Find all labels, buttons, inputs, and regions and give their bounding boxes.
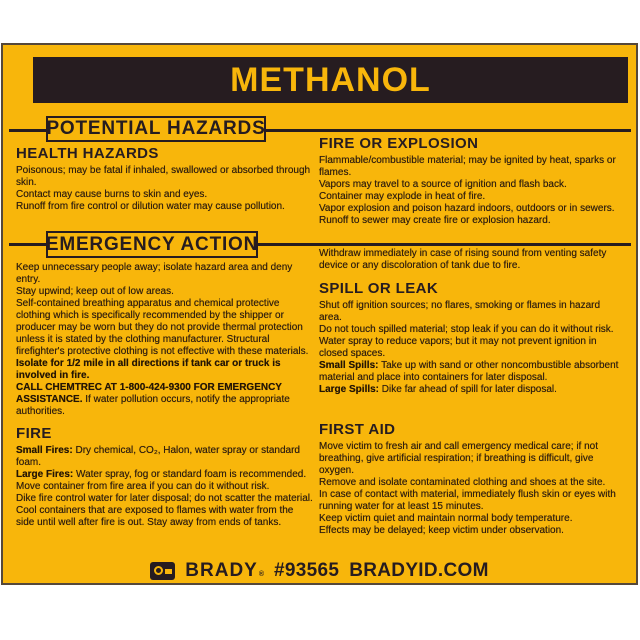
paragraph bbox=[319, 384, 619, 396]
paragraph bbox=[16, 481, 314, 493]
brand-name bbox=[185, 560, 264, 582]
paragraph bbox=[16, 445, 314, 469]
brand-text: BRADY bbox=[185, 560, 258, 581]
potential-hazards-header bbox=[46, 116, 266, 142]
registered-mark: ® bbox=[258, 571, 265, 578]
paragraph bbox=[16, 286, 312, 298]
fire-or-explosion-section bbox=[319, 135, 619, 227]
chemical-name: METHANOL bbox=[230, 60, 431, 99]
paragraph: Flammable/combustible material; may be ignited by heat, sparks or flames. bbox=[319, 155, 616, 178]
paragraph: Poisonous; may be fatal if inhaled, swallowed or absorbed through skin. bbox=[16, 165, 311, 188]
paragraph: Effects may be delayed; keep victim under observation. bbox=[319, 525, 564, 536]
paragraph-text: If water pollution occurs, notify the appropriate authorities. bbox=[16, 394, 290, 417]
paragraph: Keep victim quiet and maintain normal body temperature. bbox=[319, 513, 573, 524]
paragraph: In case of contact with material, immediately flush skin or eyes with running water for at least 15 minutes. bbox=[319, 489, 616, 512]
paragraph-text: Water spray, fog or standard foam is recommended. bbox=[73, 469, 307, 480]
bold-lead: Isolate for 1/2 mile in all directions if tank car or truck is involved in fire. bbox=[16, 358, 281, 381]
paragraph: Withdraw immediately in case of rising sound from venting safety device or any discoloration of tank due to fire. bbox=[319, 248, 607, 271]
footer bbox=[3, 559, 636, 583]
bold-lead: Small Fires: bbox=[16, 445, 73, 456]
emergency-action-section bbox=[16, 262, 312, 418]
spill-or-leak-title: SPILL OR LEAK bbox=[319, 280, 439, 297]
paragraph bbox=[319, 324, 619, 336]
potential-hazards-header-label: POTENTIAL HAZARDS bbox=[46, 118, 266, 139]
brady-logo-icon bbox=[150, 562, 175, 580]
paragraph: Vapor explosion and poison hazard indoors, outdoors or in sewers. bbox=[319, 203, 615, 214]
paragraph: Remove and isolate contaminated clothing and shoes at the site. bbox=[319, 477, 606, 488]
fire-or-explosion-title: FIRE OR EXPLOSION bbox=[319, 135, 479, 152]
paragraph: Vapors may travel to a source of ignition and flash back. bbox=[319, 179, 567, 190]
spill-or-leak-section bbox=[319, 280, 619, 396]
fire-section bbox=[16, 425, 314, 529]
bold-lead: CALL CHEMTREC AT 1-800-424-9300 FOR EMERGENCY ASSISTANCE. bbox=[16, 382, 282, 405]
paragraph-text: Dry chemical, CO₂, Halon, water spray or standard foam. bbox=[16, 445, 300, 468]
bold-lead: Large Fires: bbox=[16, 469, 74, 480]
bold-lead: Small Spills: bbox=[319, 360, 379, 371]
paragraph-text: Keep unnecessary people away; isolate hazard area and deny entry. bbox=[16, 262, 293, 285]
paragraph: Contact may cause burns to skin and eyes. bbox=[16, 189, 208, 200]
health-hazards-title: HEALTH HAZARDS bbox=[16, 145, 159, 162]
paragraph-text: Dike fire control water for later disposal; do not scatter the material. bbox=[16, 493, 313, 504]
withdraw-note bbox=[319, 248, 619, 272]
paragraph-text: Dike far ahead of spill for later disposal. bbox=[379, 384, 557, 395]
paragraph: Container may explode in heat of fire. bbox=[319, 191, 486, 202]
paragraph bbox=[319, 360, 619, 384]
paragraph: Move victim to fresh air and call emergency medical care; if not breathing, give artificial respiration; if breathing is difficult, give oxygen. bbox=[319, 441, 598, 476]
part-number: #93565 bbox=[274, 560, 340, 581]
paragraph-text: Cool containers that are exposed to flames with water from the side until well after fire is out. Stay away from ends of tanks. bbox=[16, 505, 294, 528]
paragraph bbox=[16, 298, 312, 358]
paragraph: Runoff to sewer may create fire or explosion hazard. bbox=[319, 215, 551, 226]
title-bar bbox=[33, 57, 628, 103]
paragraph-text: Do not touch spilled material; stop leak if you can do it without risk. bbox=[319, 324, 614, 335]
paragraph: Runoff from fire control or dilution water may cause pollution. bbox=[16, 201, 285, 212]
paragraph-text: Self-contained breathing apparatus and chemical protective clothing which is specifically recommended by the shipper or producer may be worn but they do not provide thermal protection unless it is stated by the clothing manufacturer. Structural firefighter's protective clothing is not effective with these materials. bbox=[16, 298, 309, 357]
first-aid-section bbox=[319, 421, 621, 537]
paragraph bbox=[16, 382, 312, 418]
paragraph bbox=[16, 505, 314, 529]
fire-title: FIRE bbox=[16, 425, 52, 442]
emergency-action-header bbox=[46, 231, 258, 258]
paragraph-text: Move container from fire area if you can do it without risk. bbox=[16, 481, 270, 492]
paragraph bbox=[16, 493, 314, 505]
paragraph bbox=[16, 469, 314, 481]
paragraph-text: Take up with sand or other noncombustible absorbent material and place into containers for later disposal. bbox=[319, 360, 619, 383]
brady-logo-ring bbox=[154, 566, 163, 575]
paragraph bbox=[16, 262, 312, 286]
paragraph bbox=[16, 358, 312, 382]
methanol-hazard-label bbox=[1, 43, 638, 585]
paragraph-text: Shut off ignition sources; no flares, smoking or flames in hazard area. bbox=[319, 300, 601, 323]
bold-lead: Large Spills: bbox=[319, 384, 380, 395]
website-url: BRADYID.COM bbox=[349, 560, 489, 581]
first-aid-title: FIRST AID bbox=[319, 421, 396, 438]
brady-logo-bar bbox=[165, 569, 172, 574]
paragraph bbox=[319, 336, 619, 360]
paragraph-text: Water spray to reduce vapors; but it may not prevent ignition in closed spaces. bbox=[319, 336, 597, 359]
paragraph-text: Stay upwind; keep out of low areas. bbox=[16, 286, 174, 297]
health-hazards-section bbox=[16, 145, 312, 213]
emergency-action-header-label: EMERGENCY ACTION bbox=[45, 233, 259, 255]
paragraph bbox=[319, 300, 619, 324]
